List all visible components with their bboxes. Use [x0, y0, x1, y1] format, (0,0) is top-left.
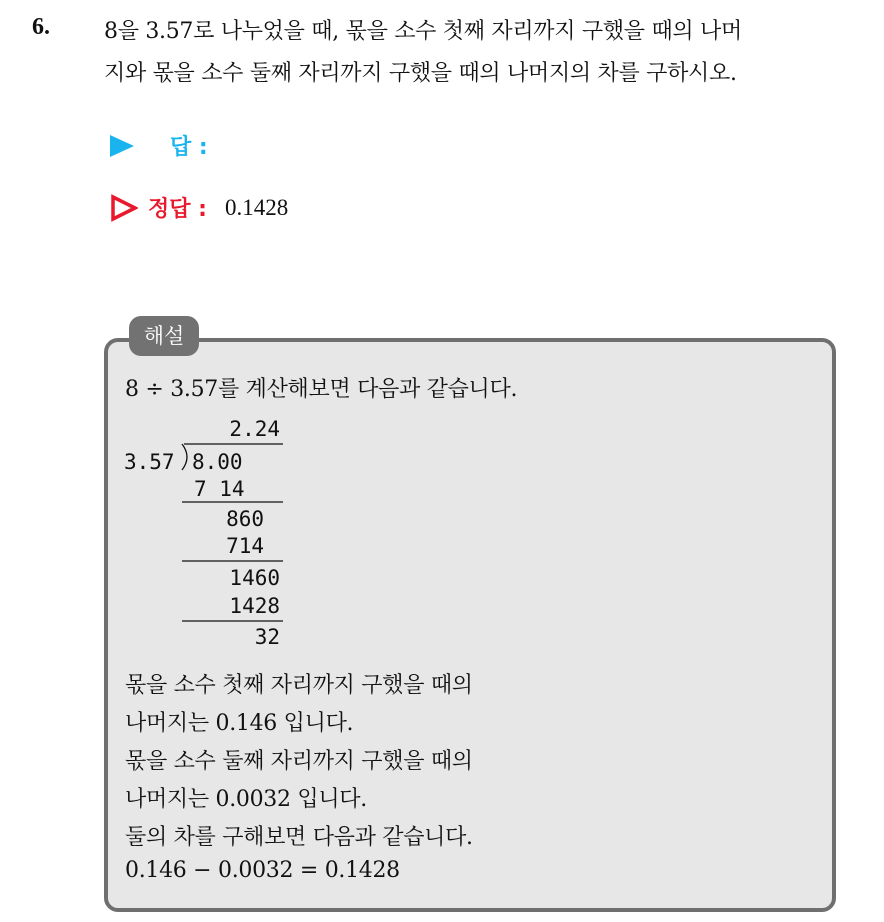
answer-label: 답 : — [170, 135, 208, 160]
long-division — [120, 416, 300, 656]
correct-answer-value: 0.1428 — [224, 194, 289, 220]
division-quotient: 2.24 — [229, 417, 280, 441]
division-step-4: 1460 — [229, 566, 280, 590]
explanation-intro: 8 ÷ 3.57를 계산해보면 다음과 같습니다. — [125, 377, 518, 402]
question-text-line-2: 지와 몫을 소수 둘째 자리까지 구했을 때의 나머지의 차를 구하시오. — [104, 61, 737, 86]
explanation-line-5: 둘의 차를 구해보면 다음과 같습니다. — [125, 825, 473, 850]
division-bracket — [182, 444, 187, 470]
explanation-line-1: 몫을 소수 첫째 자리까지 구했을 때의 — [125, 673, 473, 698]
explanation-line-3: 몫을 소수 둘째 자리까지 구했을 때의 — [125, 749, 473, 774]
correct-answer-label: 정답 : — [148, 197, 207, 222]
answer-row — [110, 130, 208, 161]
division-step-5: 1428 — [229, 594, 280, 618]
division-step-1: 7 14 — [194, 477, 245, 501]
division-step-2: 860 — [226, 507, 264, 531]
correct-answer-row — [110, 192, 288, 223]
explanation-equation: 0.146 − 0.0032 = 0.1428 — [125, 858, 400, 883]
division-step-3: 714 — [226, 534, 264, 558]
division-divisor: 3.57 — [124, 450, 175, 474]
outline-triangle-icon — [110, 194, 138, 222]
division-dividend: 8.00 — [192, 450, 243, 474]
division-remainder: 32 — [254, 625, 280, 649]
question-number: 6. — [32, 14, 50, 40]
filled-triangle-icon — [110, 135, 134, 157]
explanation-line-4: 나머지는 0.0032 입니다. — [125, 787, 367, 812]
question-text-line-1: 8을 3.57로 나누었을 때, 몫을 소수 첫째 자리까지 구했을 때의 나머 — [104, 19, 742, 44]
explanation-tab: 해설 — [129, 316, 199, 356]
explanation-line-2: 나머지는 0.146 입니다. — [125, 711, 354, 736]
